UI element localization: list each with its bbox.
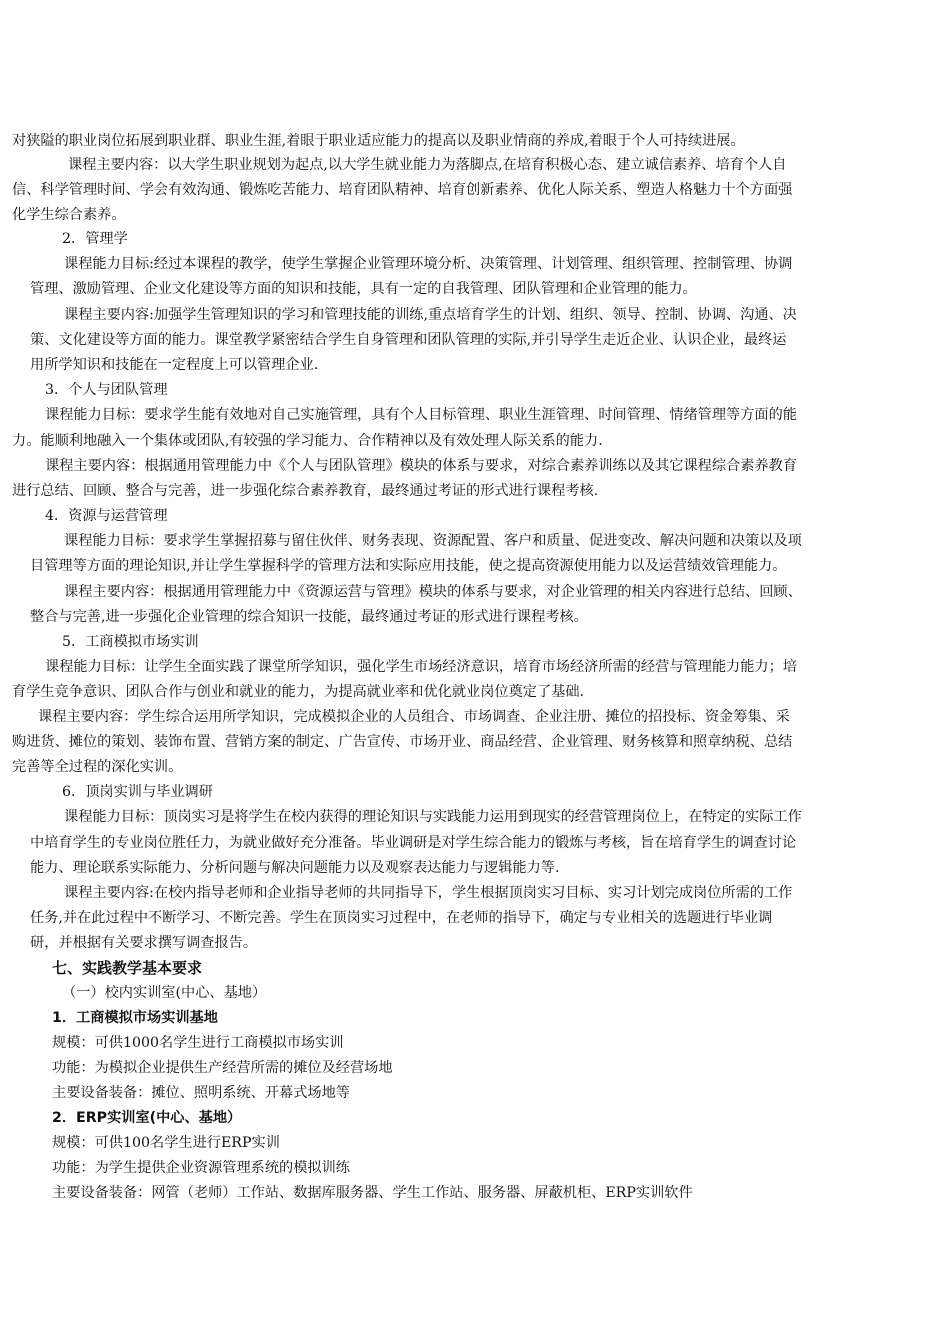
- paragraph-line: 育学生竞争意识、团队合作与创业和就业的能力，为提高就业率和优化就业岗位奠定了基础.: [12, 684, 585, 700]
- section-title: 2．管理学: [62, 231, 128, 247]
- paragraph-line: 对狭隘的职业岗位拓展到职业群、职业生涯,着眼于职业适应能力的提高以及职业情商的养成,着眼于个人可持续进展。: [12, 133, 745, 149]
- paragraph-line: 完善等全过程的深化实训。: [12, 759, 183, 775]
- facility-title: 2．ERP实训室(中心、基地）: [52, 1110, 242, 1126]
- subsection-title: （一）校内实训室(中心、基地）: [62, 985, 267, 1001]
- facility-detail: 规模：可供1000名学生进行工商模拟市场实训: [52, 1035, 344, 1051]
- paragraph-line: 研，并根据有关要求撰写调查报告。: [30, 935, 258, 951]
- paragraph-line: 管理、激励管理、企业文化建设等方面的知识和技能，具有一定的自我管理、团队管理和企业管理的能力。: [30, 281, 697, 297]
- facility-detail: 功能：为模拟企业提供生产经营所需的摊位及经营场地: [52, 1060, 393, 1076]
- paragraph-line: 能力、理论联系实际能力、分析问题与解决问题能力以及观察表达能力与逻辑能力等.: [30, 860, 560, 876]
- facility-detail: 规模：可供100名学生进行ERP实训: [52, 1135, 280, 1151]
- section-title: 5．工商模拟市场实训: [62, 634, 199, 650]
- paragraph-line: 课程能力目标：让学生全面实践了课堂所学知识，强化学生市场经济意识，培育市场经济所需的经营与管理能力能力；培: [45, 659, 797, 675]
- paragraph-line: 课程主要内容：以大学生职业规划为起点,以大学生就业能力为落脚点,在培育积极心态、建立诚信素养、培育个人自: [68, 157, 787, 173]
- paragraph-line: 课程主要内容：根据通用管理能力中《资源运营与管理》模块的体系与要求，对企业管理的相关内容进行总结、回顾、: [64, 584, 802, 600]
- paragraph-line: 策、文化建设等方面的能力。课堂教学紧密结合学生自身管理和团队管理的实际,并引导学生走近企业、认识企业，最终运: [30, 332, 787, 348]
- facility-detail: 主要设备装备：摊位、照明系统、开幕式场地等: [52, 1085, 350, 1101]
- facility-detail: 功能：为学生提供企业资源管理系统的模拟训练: [52, 1160, 350, 1176]
- paragraph-line: 化学生综合素养。: [12, 207, 126, 223]
- paragraph-line: 整合与完善,进一步强化企业管理的综合知识一技能，最终通过考证的形式进行课程考核。: [30, 609, 588, 625]
- paragraph-line: 课程能力目标：顶岗实习是将学生在校内获得的理论知识与实践能力运用到现实的经营管理岗位上，在特定的实际工作: [64, 809, 802, 825]
- paragraph-line: 目管理等方面的理论知识,并让学生掌握科学的管理方法和实际应用技能，使之提高资源使用能力以及运营绩效管理能力。: [30, 558, 787, 574]
- paragraph-line: 课程能力目标：要求学生掌握招募与留住伙伴、财务表现、资源配置、客户和质量、促进变改、解决问题和决策以及项: [64, 533, 802, 549]
- paragraph-line: 课程主要内容：学生综合运用所学知识，完成模拟企业的人员组合、市场调查、企业注册、摊位的招投标、资金筹集、采: [38, 709, 790, 725]
- facility-title: 1．工商模拟市场实训基地: [52, 1010, 218, 1026]
- paragraph-line: 中培育学生的专业岗位胜任力，为就业做好充分准备。毕业调研是对学生综合能力的锻炼与考核，旨在培育学生的调查讨论: [30, 835, 797, 851]
- paragraph-line: 课程主要内容：根据通用管理能力中《个人与团队管理》模块的体系与要求，对综合素养训练以及其它课程综合素养教育: [45, 458, 797, 474]
- section-title: 3．个人与团队管理: [45, 382, 168, 398]
- paragraph-line: 购进货、摊位的策划、装饰布置、营销方案的制定、广告宣传、市场开业、商品经营、企业管理、财务核算和照章纳税、总结: [12, 734, 793, 750]
- paragraph-line: 课程能力目标:经过本课程的教学，使学生掌握企业管理环境分析、决策管理、计划管理、组织管理、控制管理、协调: [64, 256, 793, 272]
- paragraph-line: 用所学知识和技能在一定程度上可以管理企业.: [30, 357, 319, 373]
- paragraph-line: 任务,并在此过程中不断学习、不断完善。学生在顶岗实习过程中，在老师的指导下，确定与专业相关的选题进行毕业调: [30, 910, 773, 926]
- paragraph-line: 课程能力目标：要求学生能有效地对自己实施管理，具有个人目标管理、职业生涯管理、时间管理、情绪管理等方面的能: [45, 407, 797, 423]
- facility-detail: 主要设备装备：网管（老师）工作站、数据库服务器、学生工作站、服务器、屏蔽机柜、ERP实训软件: [52, 1185, 693, 1201]
- section-title: 6．顶岗实训与毕业调研: [62, 784, 213, 800]
- paragraph-line: 课程主要内容:在校内指导老师和企业指导老师的共同指导下，学生根据顶岗实习目标、实习计划完成岗位所需的工作: [64, 885, 793, 901]
- chapter-heading: 七、实践教学基本要求: [52, 959, 203, 977]
- paragraph-line: 信、科学管理时间、学会有效沟通、锻炼吃苦能力、培育团队精神、培育创新素养、优化人际关系、塑造人格魅力十个方面强: [12, 182, 793, 198]
- paragraph-line: 进行总结、回顾、整合与完善，进一步强化综合素养教育，最终通过考证的形式进行课程考核.: [12, 483, 599, 499]
- paragraph-line: 课程主要内容:加强学生管理知识的学习和管理技能的训练,重点培育学生的计划、组织、领导、控制、协调、沟通、决: [64, 307, 797, 323]
- paragraph-line: 力。能顺利地融入一个集体或团队,有较强的学习能力、合作精神以及有效处理人际关系的能力.: [12, 433, 603, 449]
- section-title: 4．资源与运营管理: [45, 508, 168, 524]
